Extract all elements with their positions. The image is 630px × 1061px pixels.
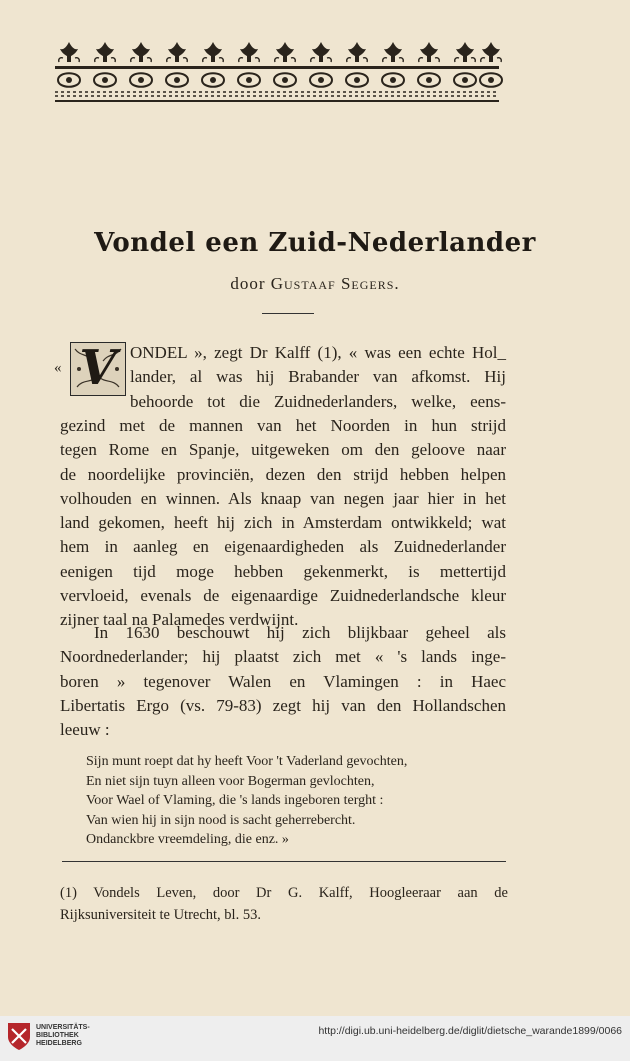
verse-quote xyxy=(86,752,506,850)
logo-line: BIBLIOTHEK xyxy=(36,1032,79,1039)
title-divider xyxy=(262,313,314,314)
text-line: vervloeid, evenals de eigenaardige Zuidnederlandsche kleur xyxy=(60,586,506,606)
verse-line: Voor Wael of Vlaming, die 's lands ingeboren terght : xyxy=(86,793,384,809)
byline xyxy=(0,274,630,294)
text-line: Libertatis Ergo (vs. 79-83) zegt hij van den Hollandschen xyxy=(60,695,506,715)
text-line: leeuw : xyxy=(60,720,110,740)
article-title: Vondel een Zuid-Nederlander xyxy=(94,228,536,258)
footnote-line: (1) Vondels Leven, door Dr G. Kalff, Hoogleeraar aan de xyxy=(60,885,508,901)
paragraph-1 xyxy=(60,414,506,633)
paragraph-1-wrapped xyxy=(130,341,506,414)
text-line: gezind met de mannen van het Noorden in hun strijd xyxy=(60,416,506,435)
text-line: In 1630 beschouwt hij zich blijkbaar geheel als xyxy=(94,623,506,642)
text-line: eenigen tijd moge hebben gekenmerkt, is mettertijd xyxy=(60,561,506,581)
text-line: ONDEL », zegt Dr Kalff (1), « was een echte Hol_ xyxy=(130,343,506,362)
verse-line: Van wien hij in sijn nood is sacht geherrebercht. xyxy=(86,812,356,828)
text-line: behoorde tot die Zuidnederlanders, welke, eens- xyxy=(130,391,506,411)
verse-line: Sijn munt roept dat hy heeft Voor 't Vaderland gevochten, xyxy=(86,754,408,769)
library-logo-text xyxy=(36,1024,90,1048)
ornament-header-band xyxy=(51,40,503,106)
logo-line: UNIVERSITÄTS- xyxy=(36,1024,90,1031)
footnote-divider xyxy=(62,861,506,862)
text-line: zijner taal na Palamedes verdwijnt. xyxy=(60,610,299,630)
text-line: land gekomen, heeft hij zich in Amsterdam ontwikkeld; wat xyxy=(60,513,506,533)
opening-quote: « xyxy=(54,360,62,376)
university-library-logo-icon xyxy=(6,1021,32,1051)
byline-author: Gustaaf Segers. xyxy=(270,274,400,293)
byline-prefix: door xyxy=(230,274,266,293)
text-line: volhouden en winnen. Als knaap van negen jaar hier in het xyxy=(60,488,506,508)
verse-line: En niet sijn tuyn alleen voor Bogerman gevlochten, xyxy=(86,773,375,789)
viewer-footer xyxy=(0,1016,630,1061)
text-line: hem in aanleg en eigenaardigheden als Zuidnederlander xyxy=(60,537,506,557)
text-line: lander, al was hij Brabander van afkomst. Hij xyxy=(130,367,506,387)
footnote-line: Rijksuniversiteit te Utrecht, bl. 53. xyxy=(60,906,261,923)
paragraph-2 xyxy=(60,621,506,742)
permalink-url[interactable]: http://digi.ub.uni-heidelberg.de/diglit/dietsche_warande1899/0066 xyxy=(318,1025,622,1037)
verse-line: Ondanckbre vreemdeling, die enz. » xyxy=(86,832,289,848)
text-line: Noordnederlander; hij plaatst zich met « 's lands inge- xyxy=(60,647,506,667)
text-line: tegen Rome en Spanje, uitgeweken om den geloove naar xyxy=(60,440,506,460)
text-line: boren » tegenover Walen en Vlamingen : in Haec xyxy=(60,671,506,691)
text-line: de noordelijke provinciën, dezen den strijd hebben helpen xyxy=(60,464,506,484)
logo-line: HEIDELBERG xyxy=(36,1040,82,1047)
footnote xyxy=(60,883,508,926)
dropcap-letter: V xyxy=(79,340,117,396)
